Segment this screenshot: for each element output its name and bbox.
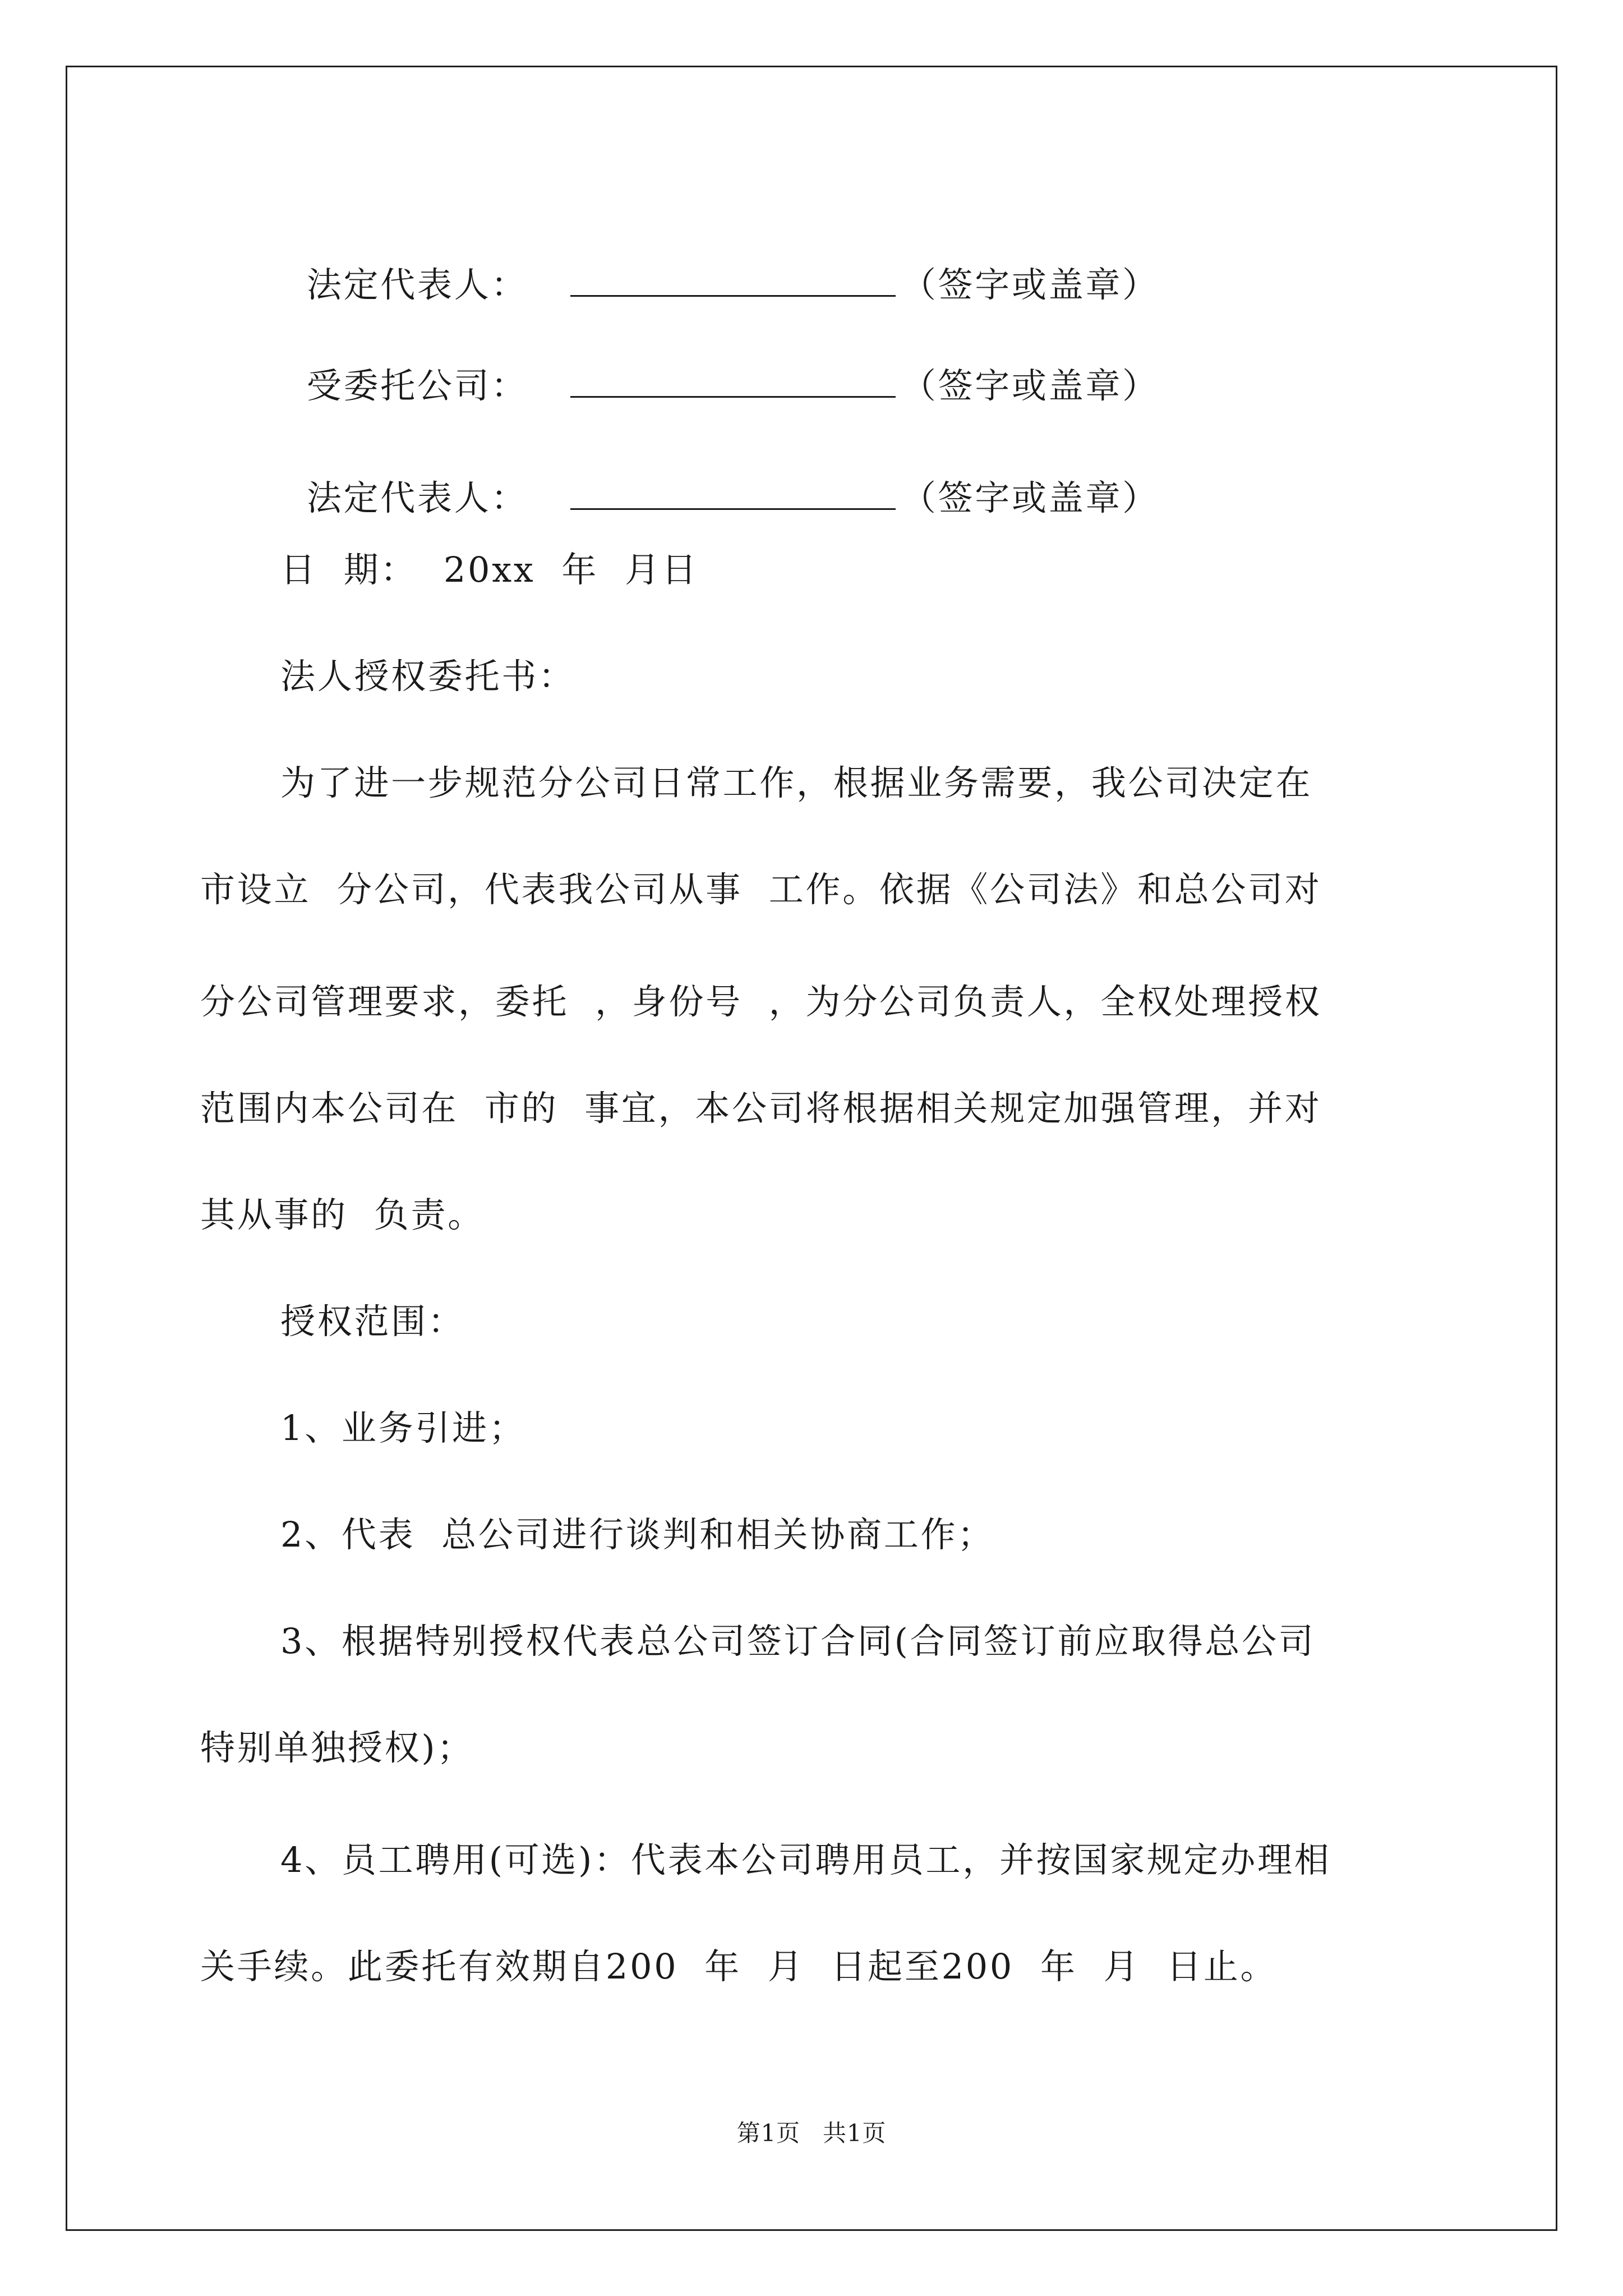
document-title: 法人授权委托书： xyxy=(280,656,575,697)
page-number: 第1页 xyxy=(736,2119,800,2147)
signature-row-legal-rep-2 xyxy=(280,446,1159,516)
page-footer xyxy=(0,2115,1623,2148)
list-item-1: 1、业务引进； xyxy=(280,1407,526,1448)
paragraph-line-4: 范围内本公司在 市的 事宜，本公司将根据相关规定加强管理，并对 xyxy=(200,1088,1322,1129)
paragraph-line-3: 分公司管理要求，委托 ，身份号 ，为分公司负责人，全权处理授权 xyxy=(200,981,1322,1022)
list-item-4-line-1: 4、员工聘用(可选)：代表本公司聘用员工，并按国家规定办理相 xyxy=(280,1839,1331,1880)
list-item-4-line-2: 关手续。此委托有效期自200 年 月 日起至200 年 月 日止。 xyxy=(200,1946,1278,1987)
paragraph-line-1: 为了进一步规范分公司日常工作，根据业务需要，我公司决定在 xyxy=(280,762,1313,803)
list-item-2: 2、代表 总公司进行谈判和相关协商工作； xyxy=(280,1514,994,1555)
signature-row-entrusted-company xyxy=(280,334,1159,406)
list-item-3-line-2: 特别单独授权)； xyxy=(200,1727,474,1768)
signature-blank-line xyxy=(570,293,896,297)
paragraph-line-2: 市设立 分公司，代表我公司从事 工作。依据《公司法》和总公司对 xyxy=(200,869,1322,910)
paragraph-line-5: 其从事的 负责。 xyxy=(200,1194,485,1235)
signature-note: （签字或盖章） xyxy=(901,477,1159,518)
signature-label: 受委托公司： xyxy=(306,365,528,406)
signature-note: （签字或盖章） xyxy=(901,264,1159,305)
date-line: 日 期： 20xx 年 月日 xyxy=(280,549,699,590)
signature-row-legal-rep-1 xyxy=(280,233,1159,305)
page-total: 共1页 xyxy=(823,2119,887,2147)
signature-label: 法定代表人： xyxy=(306,264,528,305)
signature-note: （签字或盖章） xyxy=(901,365,1159,406)
signature-blank-line xyxy=(570,506,896,510)
signature-blank-line xyxy=(570,394,896,398)
list-item-3-line-1: 3、根据特别授权代表总公司签订合同(合同签订前应取得总公司 xyxy=(280,1621,1316,1662)
signature-label: 法定代表人： xyxy=(306,477,528,518)
scope-title: 授权范围： xyxy=(280,1301,465,1342)
